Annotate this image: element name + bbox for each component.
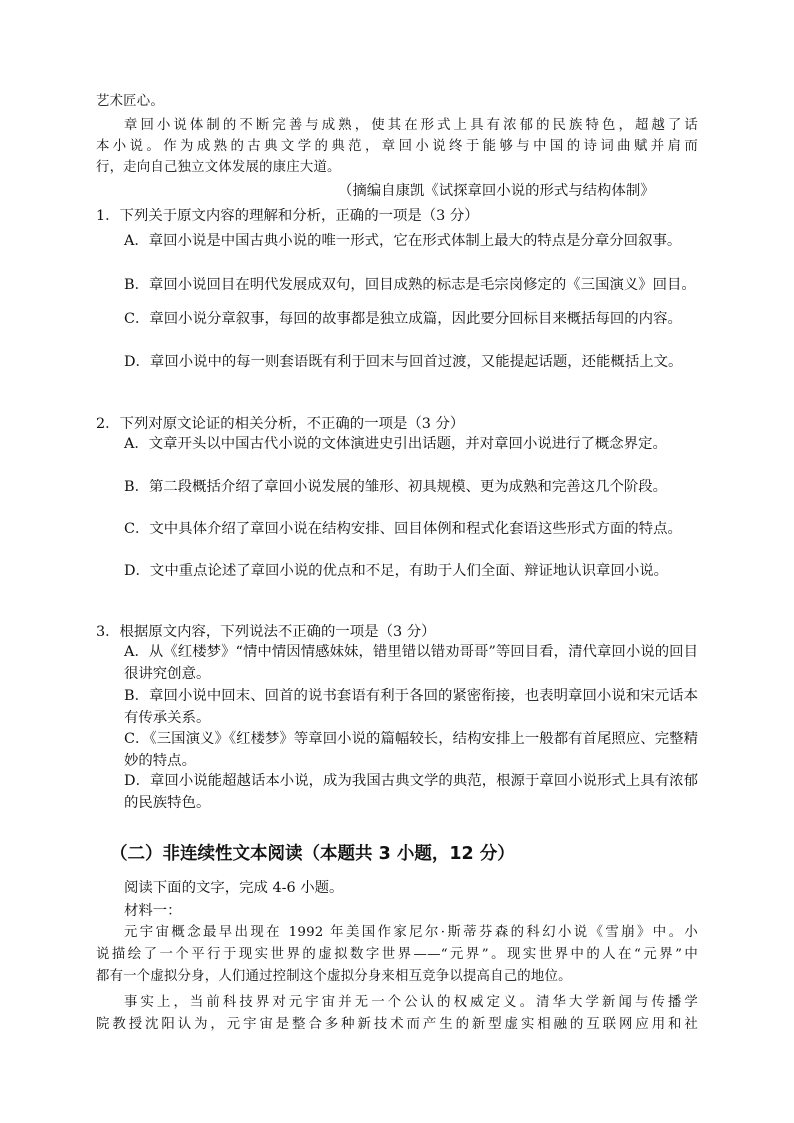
section-instruction: 阅读下面的文字，完成 4-6 小题。 [124, 880, 344, 896]
question-1-stem: 1．下列关于原文内容的理解和分析，正确的一项是（3 分） [96, 208, 479, 224]
question-3-option-a: A．从《红楼梦》“情中情因情感妹妹，错里错以错劝哥哥”等回目看，清代章回小说的回目很讲究创意。 [124, 644, 698, 682]
material-paragraph-line: 元宇宙概念最早出现在 1992 年美国作家尼尔·斯蒂芬森的科幻小说《雪崩》中。小 [124, 925, 698, 940]
passage-paragraph-line: 本小说。作为成熟的古典文学的典范，章回小说终于能够与中国的诗词曲赋并肩而 [96, 139, 698, 154]
question-3-option-d: D．章回小说能超越话本小说，成为我国古典文学的典范，根源于章回小说形式上具有浓郁的民族特色。 [124, 773, 698, 811]
question-1-option-c: C．章回小说分章叙事，每回的故事都是独立成篇，因此要分回标目来概括每回的内容。 [124, 311, 682, 327]
question-3-option-c: C．《三国演义》《红楼梦》等章回小说的篇幅较长，结构安排上一般都有首尾照应、完整精妙的特点。 [124, 731, 698, 769]
question-2-option-d: D．文中重点论述了章回小说的优点和不足，有助于人们全面、辩证地认识章回小说。 [124, 563, 668, 579]
passage-continuation: 艺术匠心。 [96, 94, 164, 109]
material-paragraph-line: 说描绘了一个平行于现实世界的虚拟数字世界——“元界”。现实世界中的人在“元界”中 [96, 947, 698, 962]
material-paragraph-line: 事实上，当前科技界对元宇宙并无一个公认的权威定义。清华大学新闻与传播学 [124, 995, 698, 1010]
material-paragraph-line: 都有一个虚拟分身，人们通过控制这个虚拟分身来相互竞争以提高自己的地位。 [96, 969, 572, 984]
passage-paragraph-line: 行，走向自己独立文体发展的康庄大道。 [96, 160, 341, 175]
material-label: 材料一： [124, 903, 182, 919]
material-paragraph-line: 院教授沈阳认为，元宇宙是整合多种新技术而产生的新型虚实相融的互联网应用和社 [96, 1017, 698, 1032]
question-1-option-d: D．章回小说中的每一则套语既有利于回末与回首过渡，又能提起话题，还能概括上文。 [124, 354, 683, 370]
question-3-option-b: B．章回小说中回末、回首的说书套语有利于各回的紧密衔接，也表明章回小说和宋元话本有传承关系。 [124, 688, 698, 726]
section-heading: （二）非连续性文本阅读（本题共 3 小题，12 分） [110, 844, 515, 864]
question-1-option-a: A．章回小说是中国古典小说的唯一形式，它在形式体制上最大的特点是分章分回叙事。 [124, 233, 682, 249]
passage-source: （摘编自康凯《试探章回小说的形式与结构体制》 [338, 183, 655, 199]
passage-paragraph-line: 章回小说体制的不断完善与成熟，使其在形式上具有浓郁的民族特色，超越了话 [124, 118, 698, 133]
question-1-option-b: B．章回小说回目在明代发展成双句，回目成熟的标志是毛宗岗修定的《三国演义》回目。 [124, 277, 696, 293]
question-2-stem: 2．下列对原文论证的相关分析，不正确的一项是（3 分） [96, 416, 465, 432]
question-3-stem: 3．根据原文内容，下列说法不正确的一项是（3 分） [96, 624, 436, 640]
question-2-option-b: B．第二段概括介绍了章回小说发展的雏形、初具规模、更为成熟和完善这几个阶段。 [124, 479, 668, 495]
question-2-option-a: A．文章开头以中国古代小说的文体演进史引出话题，并对章回小说进行了概念界定。 [124, 436, 667, 452]
question-2-option-c: C．文中具体介绍了章回小说在结构安排、回目体例和程式化套语这些形式方面的特点。 [124, 521, 682, 537]
